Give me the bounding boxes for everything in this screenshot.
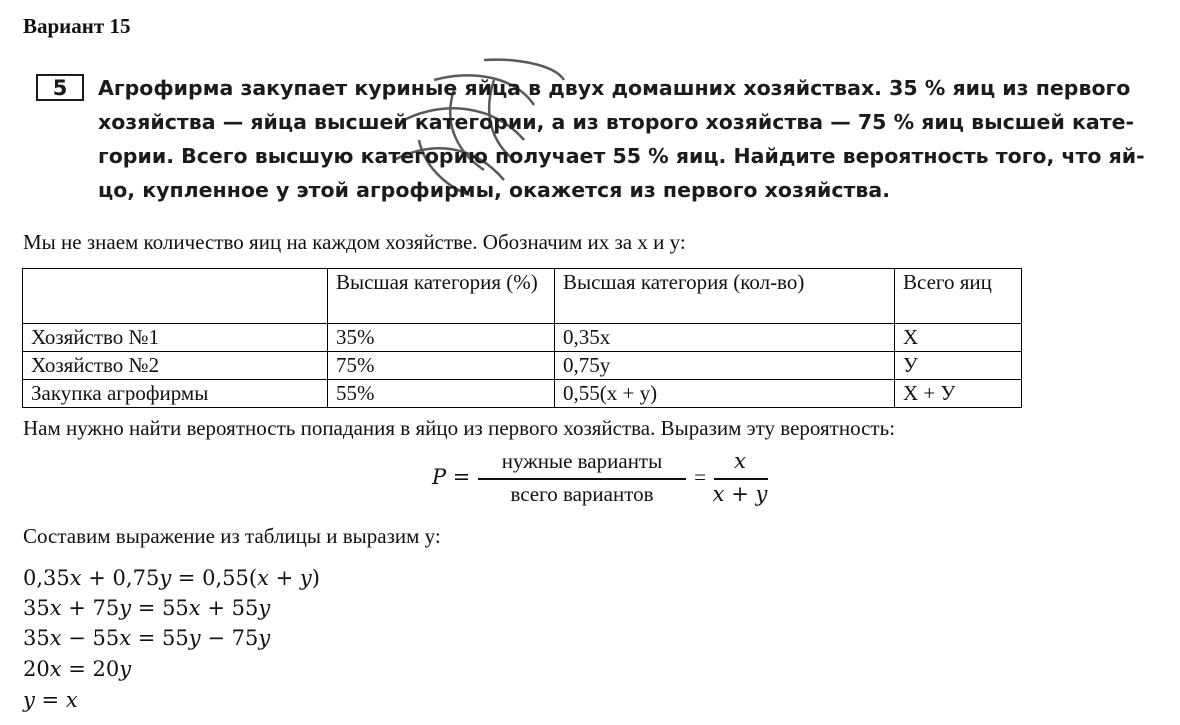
data-table bbox=[22, 268, 1022, 408]
table-cell: 75% bbox=[328, 352, 555, 380]
formula-lhs: P = bbox=[432, 465, 471, 489]
compose-text: Составим выражение из таблицы и выразим у: bbox=[23, 524, 441, 548]
task-line: Агрофирма закупает куриные яйца в двух домашних хозяйствах. 35 % яиц из первого bbox=[98, 76, 1131, 100]
intro-text: Мы не знаем количество яиц на каждом хозяйстве. Обозначим их за х и у: bbox=[23, 230, 686, 254]
task-number-box: 5 bbox=[36, 74, 84, 101]
equals-sign: = bbox=[694, 465, 706, 489]
task-statement-scan bbox=[34, 70, 1159, 210]
equation-line: 35x + 75y = 55x + 55y bbox=[23, 596, 271, 620]
fraction-numerator: x bbox=[734, 449, 746, 473]
table-header-cell: Всего яиц bbox=[895, 269, 1022, 324]
equation-line: 20x = 20y bbox=[23, 657, 132, 681]
task-line: гории. Всего высшую категорию получает 55 % яиц. Найдите вероятность того, что яй- bbox=[98, 144, 1145, 168]
table-row bbox=[23, 380, 1022, 408]
task-line: хозяйства — яйца высшей категории, а из второго хозяйства — 75 % яиц высшей кате- bbox=[98, 110, 1134, 134]
table-cell: 0,75у bbox=[555, 352, 895, 380]
table-cell: Хозяйство №2 bbox=[23, 352, 328, 380]
probability-formula bbox=[432, 446, 772, 510]
find-text: Нам нужно найти вероятность попадания в яйцо из первого хозяйства. Выразим эту вероятность: bbox=[23, 416, 896, 440]
table-header-cell: Высшая категория (%) bbox=[328, 269, 555, 324]
table-cell: 0,55(х + у) bbox=[555, 380, 895, 408]
table-row bbox=[23, 352, 1022, 380]
equation-line: 0,35x + 0,75y = 0,55(x + y) bbox=[23, 566, 320, 590]
fraction-bar bbox=[714, 478, 768, 480]
fraction-denominator: всего вариантов bbox=[510, 482, 654, 506]
table-cell: У bbox=[895, 352, 1022, 380]
fraction-bar bbox=[478, 478, 686, 480]
table-header-cell bbox=[23, 269, 328, 324]
variant-title: Вариант 15 bbox=[23, 14, 131, 38]
table-row bbox=[23, 324, 1022, 352]
task-line: цо, купленное у этой агрофирмы, окажется из первого хозяйства. bbox=[98, 178, 891, 202]
table-cell: Хозяйство №1 bbox=[23, 324, 328, 352]
table-cell: Х + У bbox=[895, 380, 1022, 408]
equation-line: y = x bbox=[23, 688, 78, 712]
fraction-denominator: x + y bbox=[712, 482, 768, 506]
fraction-numerator: нужные варианты bbox=[501, 449, 663, 473]
table-cell: 35% bbox=[328, 324, 555, 352]
table-cell: 0,35х bbox=[555, 324, 895, 352]
table-header-cell: Высшая категория (кол-во) bbox=[555, 269, 895, 324]
stamp-watermark-icon bbox=[374, 50, 574, 210]
table-cell: 55% bbox=[328, 380, 555, 408]
table-cell: Х bbox=[895, 324, 1022, 352]
table-header-row bbox=[23, 269, 1022, 324]
table-cell: Закупка агрофирмы bbox=[23, 380, 328, 408]
equation-line: 35x − 55x = 55y − 75y bbox=[23, 626, 271, 650]
